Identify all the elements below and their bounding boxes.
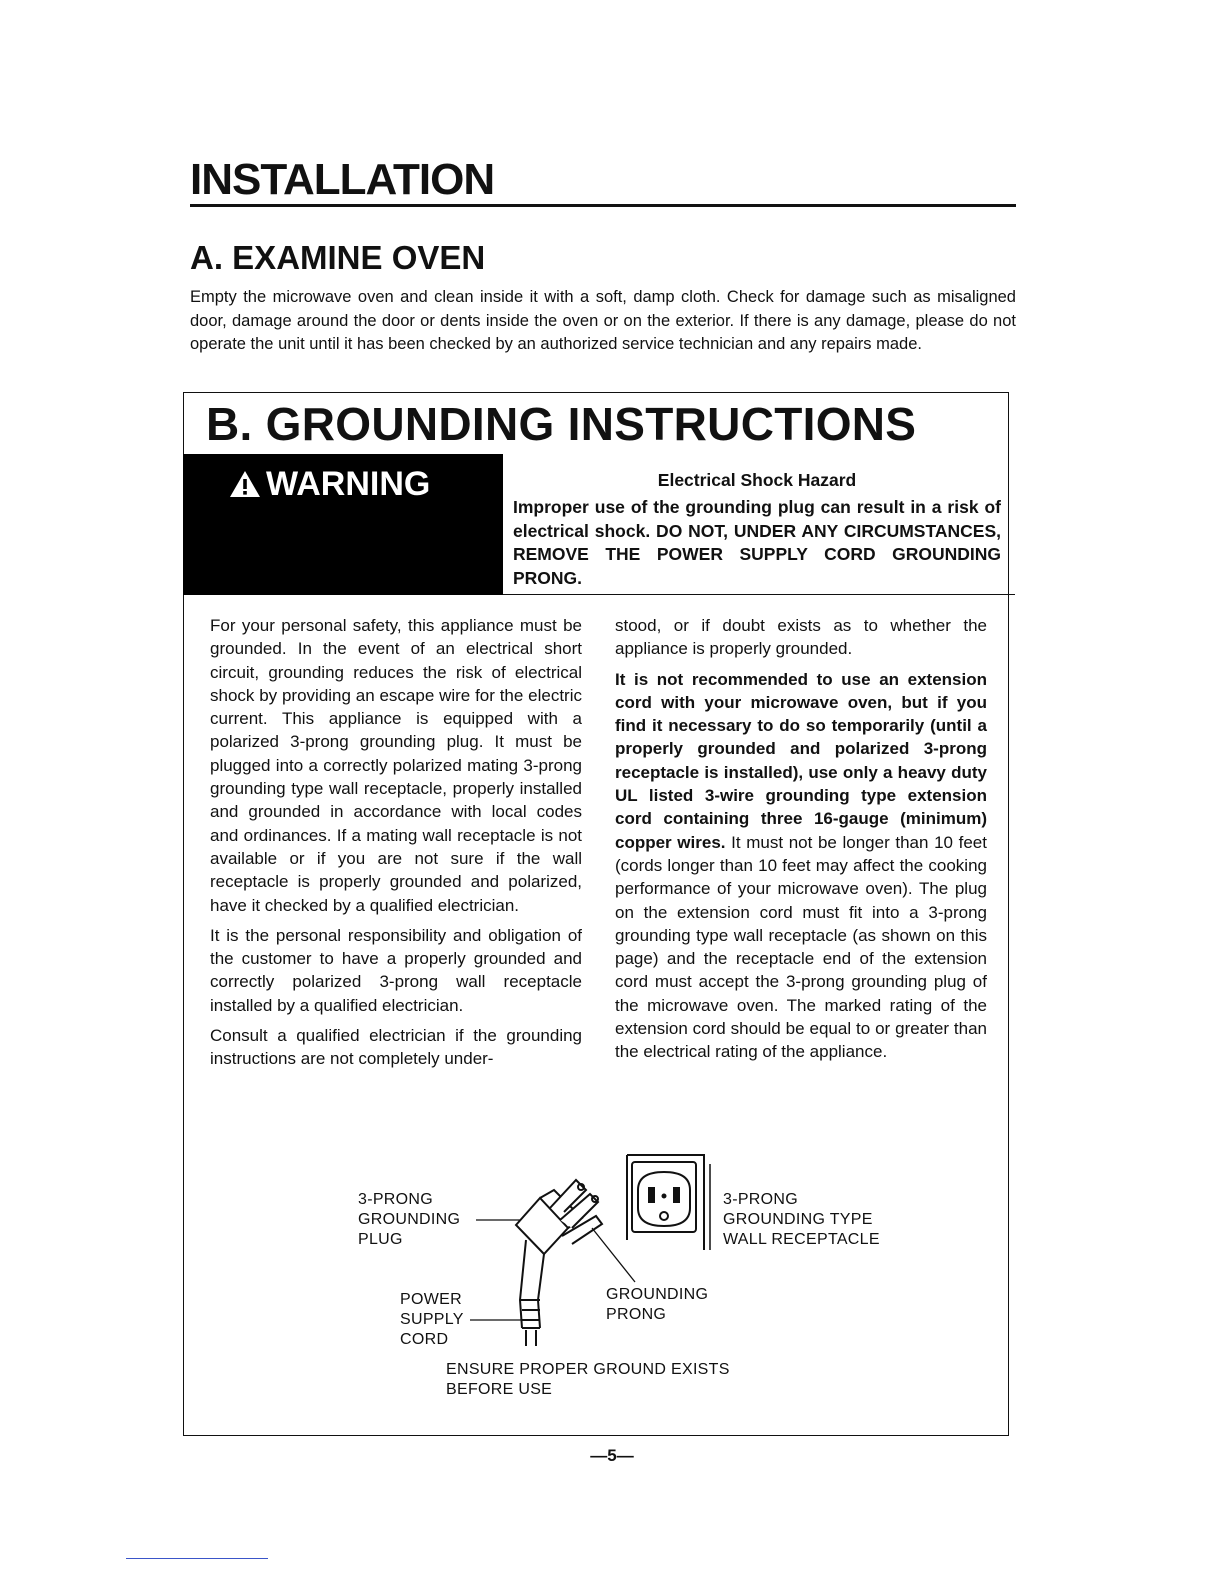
right-paragraph-1: stood, or if doubt exists as to whether the appliance is properly grounded.	[615, 616, 987, 659]
cord-label: POWER SUPPLY CORD	[400, 1291, 464, 1348]
right-paragraph-2	[615, 668, 987, 1064]
hazard-text: Improper use of the grounding plug can result in a risk of electrical shock. DO NOT, UNDER ANY CIRCUMSTANCES, REMOVE THE POWER SUPPLY CORD GROUNDING PRONG.	[513, 497, 1001, 588]
left-paragraph-3: Consult a qualified electrician if the grounding instructions are not completely under-	[210, 1026, 582, 1069]
extension-cord-details: It must not be longer than 10 feet (cords longer than 10 feet may affect the cooking performance of your microwave oven). The plug on the extension cord must fit into a 3-prong grounding type wall receptacle (as shown on this page) and the receptacle end of the extension cord must accept the 3-prong grounding plug of the microwave oven. The marked rating of the extension cord should be equal to or greater than the electrical rating of the appliance.	[615, 832, 987, 1062]
wall-receptacle-icon	[627, 1155, 710, 1250]
page-number: —5—	[590, 1446, 634, 1465]
plug-icon	[516, 1180, 602, 1346]
hazard-title: Electrical Shock Hazard	[657, 470, 857, 490]
title-rule	[190, 204, 1016, 207]
left-paragraph-1: For your personal safety, this appliance must be grounded. In the event of an electrical short circuit, grounding reduces the risk of electrical shock by providing an escape wire for the electric current. This appliance is equipped with a polarized 3-prong grounding plug. It must be plugged into a correctly polarized mating 3-prong grounding type wall receptacle, properly installed and grounded in accordance with local codes and ordinances. If a mating wall receptacle is not available or if you are not sure if the wall receptacle is properly grounded and polarized, have it checked by a qualified electrician.	[210, 616, 582, 915]
plug-label: 3-PRONG GROUNDING PLUG	[358, 1191, 461, 1248]
warning-triangle-icon	[228, 469, 262, 499]
warning-text: WARNING	[266, 465, 431, 503]
warning-label	[228, 462, 430, 506]
diagram-caption: ENSURE PROPER GROUND EXISTS BEFORE USE	[446, 1361, 730, 1398]
page-title: INSTALLATION	[190, 155, 495, 204]
section-a-heading: A. EXAMINE OVEN	[190, 239, 486, 276]
footer-rule	[126, 1558, 268, 1559]
grounding-diagram	[340, 1150, 960, 1420]
prong-label: GROUNDING PRONG	[606, 1286, 709, 1323]
receptacle-label: 3-PRONG GROUNDING TYPE WALL RECEPTACLE	[723, 1191, 880, 1248]
section-a-body: Empty the microwave oven and clean inside it with a soft, damp cloth. Check for damage such as misaligned door, damage around the door or dents inside the oven or on the exterior. If there is any damage, please do not operate the unit until it has been checked by an authorized service technician and any repairs made.	[190, 288, 1016, 353]
left-column	[210, 614, 582, 1078]
warning-rule	[503, 594, 1015, 595]
right-column	[615, 614, 987, 1071]
extension-cord-warning: It is not recommended to use an extension cord with your microwave oven, but if you find it necessary to do so temporarily (until a properly grounded and polarized 3-prong receptacle is installed), use only a heavy duty UL listed 3-wire grounding type extension cord containing three 16-gauge (minimum) copper wires.	[615, 669, 987, 852]
left-paragraph-2: It is the personal responsibility and obligation of the customer to have a properly grounded and correctly polarized 3-prong wall receptacle installed by a qualified electrician.	[210, 925, 582, 1015]
section-b-heading: B. GROUNDING INSTRUCTIONS	[206, 398, 917, 450]
